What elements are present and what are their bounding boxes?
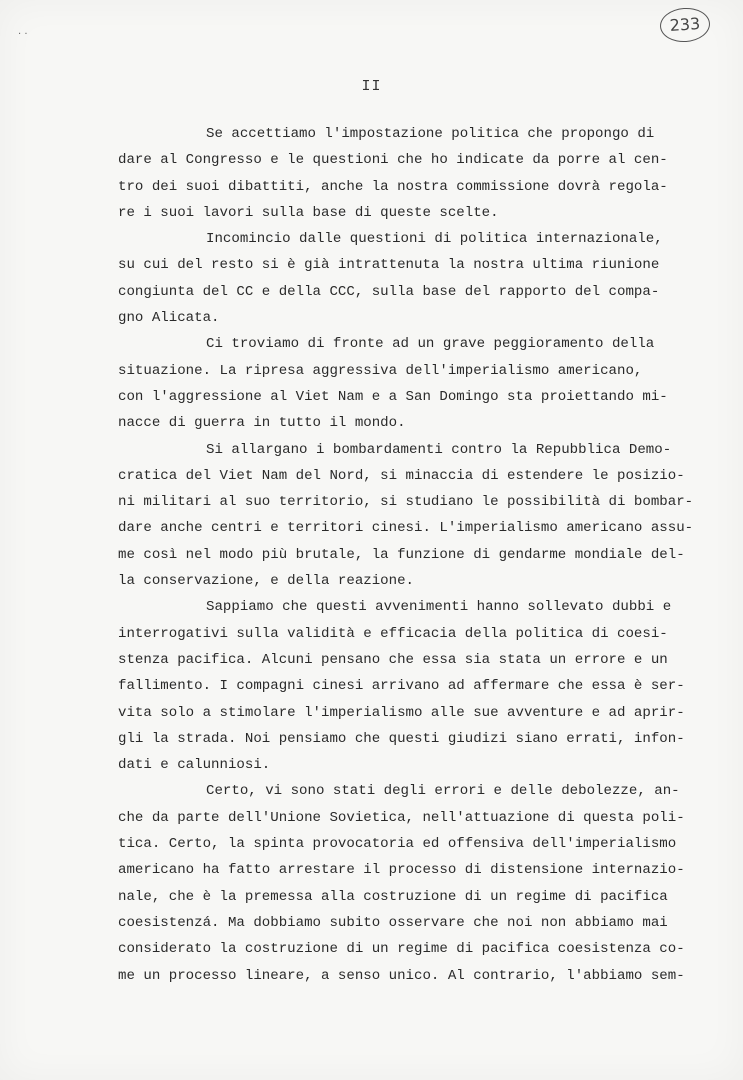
text-line: Si allargano i bombardamenti contro la Repubblica Demo- <box>206 441 672 458</box>
text-line: me un processo lineare, a senso unico. Al contrario, l'abbiamo sem- <box>118 967 685 984</box>
text-line: nale, che è la premessa alla costruzione di un regime di pacifica <box>118 888 668 905</box>
text-line: dati e calunniosi. <box>118 757 271 774</box>
text-line: che da parte dell'Unione Sovietica, nell'attuazione di questa poli- <box>118 809 685 826</box>
text-line: dare al Congresso e le questioni che ho indicate da porre al cen- <box>118 152 668 169</box>
text-line: americano ha fatto arrestare il processo di distensione internazio- <box>118 862 685 879</box>
text-line: dare anche centri e territori cinesi. L'imperialismo americano assu- <box>118 520 694 537</box>
text-line: Se accettiamo l'impostazione politica che propongo di <box>206 126 655 142</box>
text-line: tica. Certo, la spinta provocatoria ed offensiva dell'imperialismo <box>118 836 677 853</box>
margin-marks: · · <box>18 29 28 40</box>
text-line: Certo, vi sono stati degli errori e delle debolezze, an- <box>206 783 680 800</box>
body-text <box>118 121 708 989</box>
text-line: su cui del resto si è già intrattenuta la nostra ultima riunione <box>118 257 660 274</box>
section-heading: II <box>361 78 382 95</box>
text-line: con l'aggressione al Viet Nam e a San Domingo sta proiettando mi- <box>118 388 668 405</box>
text-line: re i suoi lavori sulla base di queste scelte. <box>118 204 499 221</box>
text-line: coesistenzá. Ma dobbiamo subito osservare che noi non abbiamo mai <box>118 914 668 931</box>
text-line: vita solo a stimolare l'imperialismo alle sue avventure e ad aprir- <box>118 704 685 721</box>
text-line: Ci troviamo di fronte ad un grave peggioramento della <box>206 336 655 353</box>
text-line: congiunta del CC e della CCC, sulla base del rapporto del compa- <box>118 283 660 300</box>
text-line: gno Alicata. <box>118 310 220 327</box>
page-number-stamp: 233 <box>659 6 711 43</box>
text-line: me così nel modo più brutale, la funzione di gendarme mondiale del- <box>118 546 685 563</box>
text-line: Incomincio dalle questioni di politica internazionale, <box>206 231 663 248</box>
text-line: Sappiamo che questi avvenimenti hanno sollevato dubbi e <box>206 599 672 616</box>
text-line: stenza pacifica. Alcuni pensano che essa sia stata un errore e un <box>118 651 668 668</box>
text-line: tro dei suoi dibattiti, anche la nostra commissione dovrà regola- <box>118 178 668 195</box>
text-line: la conservazione, e della reazione. <box>118 573 415 590</box>
text-line: considerato la costruzione di un regime di pacifica coesistenza co- <box>118 941 685 958</box>
text-line: fallimento. I compagni cinesi arrivano ad affermare che essa è ser- <box>118 678 685 695</box>
text-line: cratica del Viet Nam del Nord, si minaccia di estendere le posizio- <box>118 467 685 484</box>
text-line: interrogativi sulla validità e efficacia della politica di coesi- <box>118 625 668 642</box>
text-line: ni militari al suo territorio, si studiano le possibilità di bombar- <box>118 494 694 511</box>
text-line: gli la strada. Noi pensiamo che questi giudizi siano errati, infon- <box>118 730 685 747</box>
text-line: situazione. La ripresa aggressiva dell'imperialismo americano, <box>118 362 643 379</box>
text-line: nacce di guerra in tutto il mondo. <box>118 415 406 432</box>
